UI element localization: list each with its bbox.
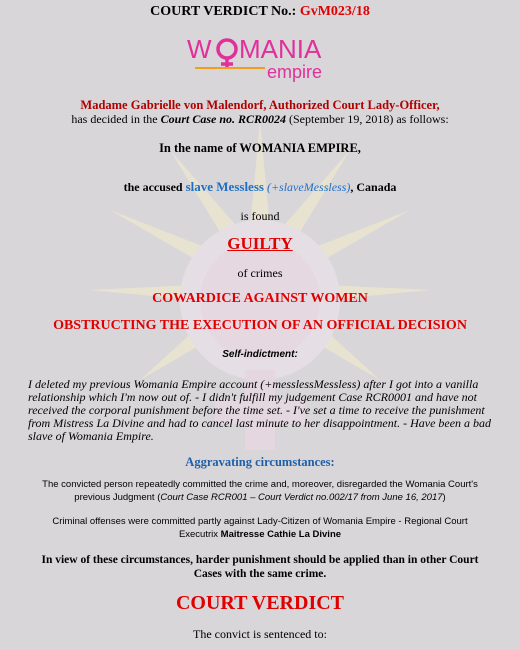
self-indictment-label: Self-indictment: <box>222 349 298 360</box>
accused-pre: the accused <box>123 180 186 194</box>
aggravating-1-reference: Court Case RCR001 – Court Verdict no.002/17 from June 16, 2017 <box>160 492 443 503</box>
accused-alias: (+slaveMessless) <box>263 180 351 194</box>
decision-pre: has decided in the <box>71 112 161 126</box>
accused-post: , Canada <box>350 180 397 194</box>
logo-word-empire: empire <box>267 62 323 82</box>
aggravating-2-pre: Criminal offenses were committed partly against Lady-Citizen of Womania Empire - Regional Court Executrix <box>52 516 468 540</box>
womania-logo-graphic <box>185 34 345 86</box>
aggravating-circumstance-1 <box>40 478 480 504</box>
court-case-number: Court Case no. RCR0024 <box>160 112 287 126</box>
self-indictment-text: I deleted my previous Womania Empire account (+messlessMessless) after I got into a vanilla relationship which I'm now out of. - I didn't fulfill my judgement Case RCR0001 and have not received the corporal punishment before the time set. - I've set a time to receive the punishment from Mistress La Divine and had to cancel last minute to her disappointment. - Have been a bad slave of Womania Empire. <box>28 377 492 443</box>
aggravating-circumstances-label: Aggravating circumstances: <box>185 455 335 469</box>
in-view-statement: In view of these circumstances, harder punishment should be applied than in other Court Cases with the same crime. <box>41 554 479 580</box>
in-the-name-line: In the name of WOMANIA EMPIRE, <box>159 141 361 155</box>
executrix-name: Maitresse Cathie La Divine <box>220 529 342 540</box>
womania-empire-logo <box>185 34 345 86</box>
verdict-header <box>0 4 520 20</box>
logo-word-mania: MANIA <box>239 34 322 64</box>
guilty-verdict: GUILTY <box>227 234 293 253</box>
of-crimes-line: of crimes <box>237 266 283 280</box>
accused-name: slave Messless <box>185 179 264 194</box>
decision-post: (September 19, 2018) as follows: <box>286 112 449 126</box>
crime-item: OBSTRUCTING THE EXECUTION OF AN OFFICIAL DECISION <box>53 318 467 333</box>
decision-line <box>0 112 520 127</box>
verdict-header-label: COURT VERDICT No.: <box>150 4 300 19</box>
sentenced-line: The convict is sentenced to: <box>193 627 327 641</box>
court-verdict-title: COURT VERDICT <box>175 592 345 614</box>
is-found-line: is found <box>240 209 280 223</box>
aggravating-1-pre: The convicted person repeatedly committed the crime and, moreover, disregarded the Womania Court's previous Judgment ( <box>42 479 478 503</box>
aggravating-circumstance-2 <box>40 515 480 541</box>
court-officer-line: Madame Gabrielle von Malendorf, Authorized Court Lady-Officer, <box>80 98 440 112</box>
aggravating-1-post: ) <box>442 492 446 503</box>
accused-line <box>0 179 520 195</box>
logo-letter-w: W <box>187 34 212 64</box>
verdict-number: GvM023/18 <box>299 4 370 19</box>
crime-item: COWARDICE AGAINST WOMEN <box>152 291 368 306</box>
